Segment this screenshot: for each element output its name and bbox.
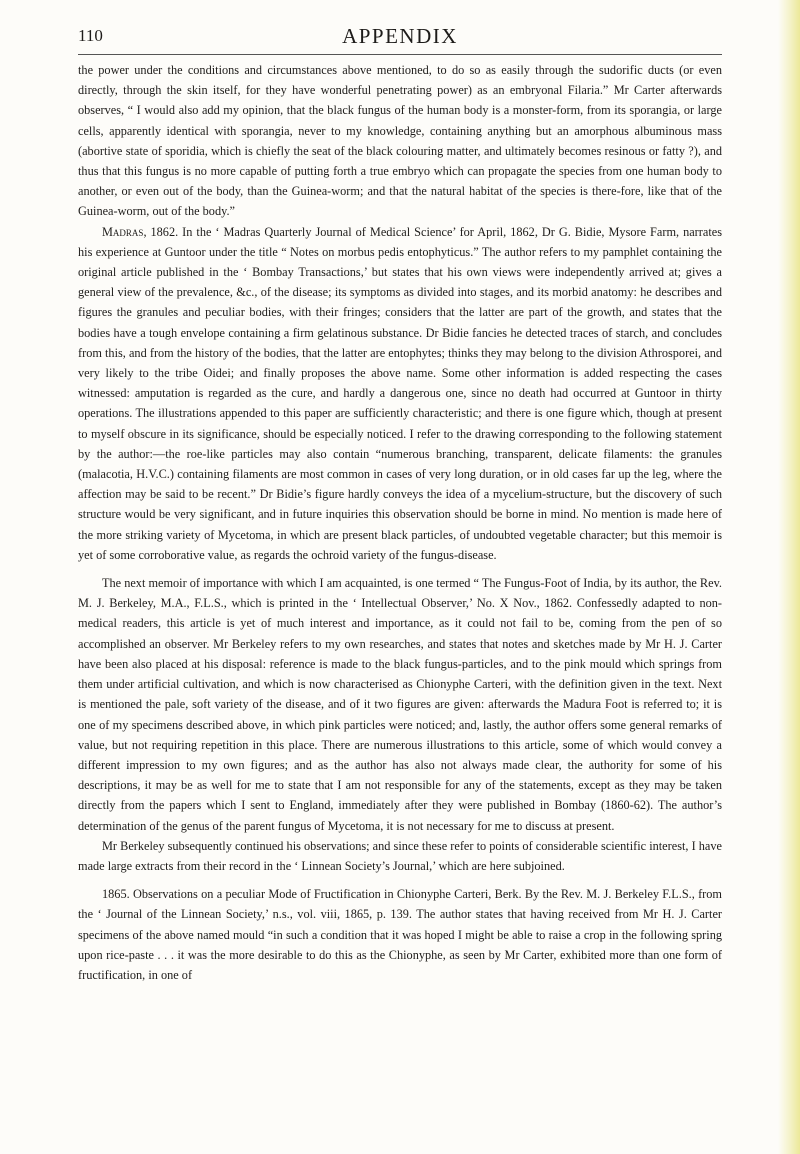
page-body — [78, 60, 722, 985]
paragraph-berkeley-continued: Mr Berkeley subsequently continued his observations; and since these refer to points of considerable scientific interest, I have made large extracts from their record in the ‘ Linnean Society’s Journal,’ which are here subjoined. — [78, 838, 722, 873]
page-header — [78, 24, 722, 54]
paragraph-lead: Madras — [102, 224, 144, 239]
paragraph-continuation: the power under the conditions and circumstances above mentioned, to do so as easily through the sudorific ducts (or even directly, through the skin itself, for they have wonderful penetrating power) as an embryonal Filaria.” Mr Carter afterwards observes, “ I would also add my opinion, that the black fungus of the human body is a monster-form, from its sporangia, or large cells, apparently identical with sporangia, never to my knowledge, containing anything but an amorphous albuminous mass (abortive state of sporidia, which is chiefly the seat of the black colouring matter, and ultimately becomes resinous or fatty ?), and thus that this fungus is no more capable of putting forth a true embryo which can propagate the species from one human body to another, or even out of the body, than the Guinea-worm; and that the natural habitat of the species is there-fore, like that of the Guinea-worm, out of the body.” — [78, 63, 722, 219]
paragraph-fungus-foot: The next memoir of importance with which I am acquainted, is one termed “ The Fungus-Foot of India, by its author, the Rev. M. J. Berkeley, M.A., F.L.S., which is printed in the ‘ Intellectual Observer,’ No. X Nov., 1862. Confessedly adapted to non-medical readers, this article is yet of much interest and importance, as it could not fail to be, coming from the pen of so accomplished an observer. Mr Berkeley refers to my own researches, and states that notes and sketches made by Mr H. J. Carter have been also placed at his disposal: reference is made to the black fungus-particles, and to the pink mould which springs from them under artificial cultivation, and which is now characterised as Chionyphe Carteri, with the definition given in the text. Next is mentioned the pale, soft variety of the disease, and of it two figures are given: afterwards the Madura Foot is referred to; it is one of my specimens described above, in which pink particles were noticed; and, lastly, the author offers some general remarks of value, but not requiring repetition in this place. There are numerous illustrations to this article, some of which would convey a different impression to my own figures; and as the author has also not always made clear, the authority for some of his descriptions, it may be as well for me to state that I am not responsible for any of the statements, except as they may be taken directly from the papers which I sent to England, immediately after they were published in Bombay (1860-62). The author’s determination of the genus of the parent fungus of Mycetoma, it is not necessary for me to discuss at present. — [78, 576, 723, 833]
running-head: APPENDIX — [342, 24, 458, 48]
paragraph-text: , 1862. In the ‘ Madras Quarterly Journal of Medical Science’ for April, 1862, Dr G. Bidie, Mysore Farm, narrates his experience at Guntoor under the title “ Notes on morbus pedis entophyticus.” The author refers to my pamphlet containing the original article published in the ‘ Bombay Transactions,’ but states that his own views were independently arrived at; gives a general view of the prevalence, &c., of the disease; its symptoms as divided into stages, and its morbid anatomy: he describes and figures the granules and peculiar bodies, with their fringes; considers that the latter are part of the growth, and states that the bodies have a tough envelope containing a firm gelatinous substance. Dr Bidie fancies he detected traces of starch, and concludes from this, and from the history of the bodies, that the latter are entophytes; thinks they may belong to the division Athrosporei, and very likely to the tribe Oidei; and finally proposes the above name. Some other information is added respecting the cases witnessed: amputation is regarded as the cure, and hardly a dangerous one, since no death had occurred at Guntoor in thirty operations. The illustrations appended to this paper are sufficiently characteristic; and there is one figure which, though at present to myself obscure in its significance, should be especially noticed. I refer to the drawing corresponding to the following statement by the author:—the roe-like particles may also contain “numerous branching, transparent, delicate filaments: the granules (malacotia, H.V.C.) containing filaments are most common in cases of very long duration, or in old cases far up the leg, where the affection may be said to be recent.” Dr Bidie’s figure hardly conveys the idea of a mycelium-structure, but the discovery of such structure would be very significant, and in future inquiries this observation should be borne in mind. No mention is made here of the more striking variety of Mycetoma, in which are present black particles, of undoubted vegetable character; but this memoir is yet of some corroborative value, as regards the ochroid variety of the fungus-disease. — [78, 224, 722, 562]
page-number: 110 — [78, 26, 103, 45]
paragraph-madras-1862 — [78, 222, 722, 565]
page-edge-discoloration — [778, 0, 800, 1154]
paragraph-1865: 1865. Observations on a peculiar Mode of Fructification in Chionyphe Carteri, Berk. By the Rev. M. J. Berkeley F.L.S., from the ‘ Journal of the Linnean Society,’ n.s., vol. viii, 1865, p. 139. The author states that having received from Mr H. J. Carter specimens of the above named mould “in such a condition that it was hoped I might be able to raise a crop in the following spring upon rice-paste . . . it was the more desirable to do this as the Chionyphe, as seen by Mr Carter, exhibited more than one form of fructification, in one of — [78, 887, 722, 982]
header-rule — [78, 54, 722, 55]
